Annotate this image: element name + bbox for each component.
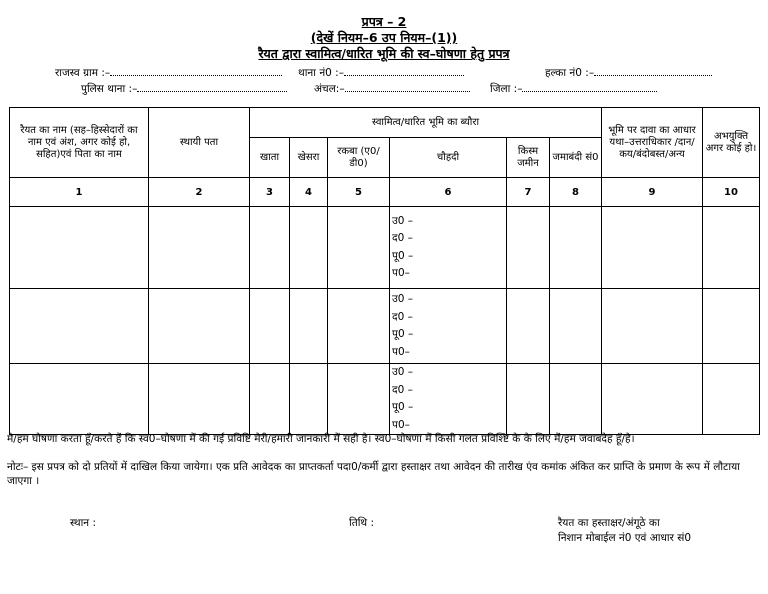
date-label: तिथि :	[349, 517, 375, 529]
boundary-south-label: द0 –	[392, 232, 413, 244]
column-number: 2	[149, 178, 250, 207]
cell-jamabandi[interactable]	[550, 289, 602, 364]
boundary-west-label: प0–	[392, 418, 410, 431]
column-number: 5	[328, 178, 390, 207]
boundary-west-label: प0–	[392, 267, 410, 279]
column-number: 6	[390, 178, 507, 207]
form-subject: रैयत द्वारा स्वामित्व/धारित भूमि की स्व–घोषणा हेतु प्रपत्र	[258, 46, 510, 61]
police-station-blank[interactable]	[137, 82, 287, 92]
cell-khesra[interactable]	[290, 207, 328, 289]
boundary-north-label: उ0 –	[392, 293, 414, 305]
table-row	[10, 289, 760, 364]
cell-address[interactable]	[149, 289, 250, 364]
boundary-west-label: प0–	[392, 345, 410, 358]
cell-khata[interactable]	[250, 289, 290, 364]
form-title: प्रपत्र – 2	[361, 14, 407, 29]
cell-jamabandi[interactable]	[550, 364, 602, 435]
police-station-field: पुलिस थाना :–	[81, 82, 287, 96]
halka-no-field: हल्का नं0 :–	[545, 66, 712, 80]
boundary-north-label: उ0 –	[392, 366, 414, 378]
cell-rakba[interactable]	[328, 364, 390, 435]
header-permanent-address: स्थायी पता	[149, 108, 250, 178]
land-details-table	[9, 107, 760, 435]
header-land-details-group: स्वामित्व/धारित भूमि का ब्यौरा	[250, 108, 602, 138]
cell-remarks[interactable]	[703, 364, 760, 435]
cell-rakba[interactable]	[328, 207, 390, 289]
column-number: 4	[290, 178, 328, 207]
cell-land-type[interactable]	[507, 207, 550, 289]
column-number: 9	[602, 178, 703, 207]
table-row	[10, 207, 760, 289]
cell-land-type[interactable]	[507, 364, 550, 435]
cell-claim-basis[interactable]	[602, 364, 703, 435]
place-label: स्थान :	[70, 517, 97, 529]
cell-raiyat-name[interactable]	[10, 289, 149, 364]
header-khesra: खेसरा	[290, 138, 328, 178]
boundary-south-label: द0 –	[392, 383, 413, 396]
cell-raiyat-name[interactable]	[10, 364, 149, 435]
cell-jamabandi[interactable]	[550, 207, 602, 289]
cell-khesra[interactable]	[290, 364, 328, 435]
cell-land-type[interactable]	[507, 289, 550, 364]
cell-claim-basis[interactable]	[602, 289, 703, 364]
rule-reference: (देखें नियम–6 उप नियम–(1))	[310, 30, 458, 45]
cell-chauhaddi[interactable]	[390, 207, 507, 289]
cell-khata[interactable]	[250, 207, 290, 289]
cell-remarks[interactable]	[703, 207, 760, 289]
header-jamabandi: जमाबंदी सं0	[550, 138, 602, 178]
cell-chauhaddi[interactable]	[390, 364, 507, 435]
column-number: 7	[507, 178, 550, 207]
cell-chauhaddi[interactable]	[390, 289, 507, 364]
cell-raiyat-name[interactable]	[10, 207, 149, 289]
halka-no-blank[interactable]	[594, 66, 712, 76]
column-number: 1	[10, 178, 149, 207]
boundary-east-label: पू0 –	[392, 328, 414, 340]
column-number: 3	[250, 178, 290, 207]
boundary-east-label: पू0 –	[392, 249, 414, 262]
district-blank[interactable]	[522, 82, 657, 92]
cell-claim-basis[interactable]	[602, 207, 703, 289]
cell-rakba[interactable]	[328, 289, 390, 364]
header-claim-basis: भूमि पर दावा का आधार यथा–उत्तराधिकार /दान/कय/बंदोबस्त/अन्य	[602, 108, 703, 178]
signature-label-line2: निशान मोबाईल नं0 एवं आधार सं0	[558, 532, 692, 544]
revenue-village-blank[interactable]	[110, 66, 282, 76]
signature-label-line1: रैयत का हस्ताक्षर/अंगूठे का	[558, 517, 660, 529]
header-remarks: अभयुक्ति अगर कोई हो।	[703, 108, 760, 178]
cell-khesra[interactable]	[290, 289, 328, 364]
header-khata: खाता	[250, 138, 290, 178]
revenue-village-field: राजस्व ग्राम :–	[55, 66, 282, 80]
note-text: नोटः– इस प्रपत्र को दो प्रतियों में दाखिल किया जायेगा। एक प्रति आवेदक का प्राप्तकर्ता पदा0/कर्मी द्वारा हस्ताक्षर तथा आवेदन की तारीख एंव कमांक अंकित कर प्राप्ति के प्रमाण के रूप में लौटाया जाएगा ।	[7, 461, 740, 487]
boundary-east-label: पू0 –	[392, 401, 414, 413]
header-land-type: किस्म जमीन	[507, 138, 550, 178]
cell-remarks[interactable]	[703, 289, 760, 364]
thana-no-field: थाना नं0 :–	[298, 66, 464, 80]
anchal-blank[interactable]	[345, 82, 470, 92]
thana-no-blank[interactable]	[344, 66, 464, 76]
table-row	[10, 364, 760, 435]
boundary-north-label: उ0 –	[392, 214, 414, 227]
column-number-row	[10, 178, 760, 207]
anchal-field: अंचल:–	[314, 82, 470, 96]
district-field: जिला :–	[490, 82, 657, 96]
declaration-text: मै/हम घोषणा करता हूँ/करते हैं कि स्व0–घोषणा में की गई प्रविष्टि मेरी/हमारी जानकारी में सही है। स्व0–घोषणा में किसी गलत प्रविश्ष्टि के के लिए मैं/हम जवाबदेह हूँ/है।	[7, 433, 635, 445]
column-number: 10	[703, 178, 760, 207]
column-number: 8	[550, 178, 602, 207]
header-chauhaddi: चौहदी	[390, 138, 507, 178]
cell-khata[interactable]	[250, 364, 290, 435]
header-raiyat-name: रैयत का नाम (सह–हिस्सेदारों का नाम एवं अंश, अगर कोई हो, सहित)एवं पिता का नाम	[10, 108, 149, 178]
boundary-south-label: द0 –	[392, 310, 413, 323]
cell-address[interactable]	[149, 207, 250, 289]
header-rakba: रकबा (ए0/डी0)	[328, 138, 390, 178]
cell-address[interactable]	[149, 364, 250, 435]
